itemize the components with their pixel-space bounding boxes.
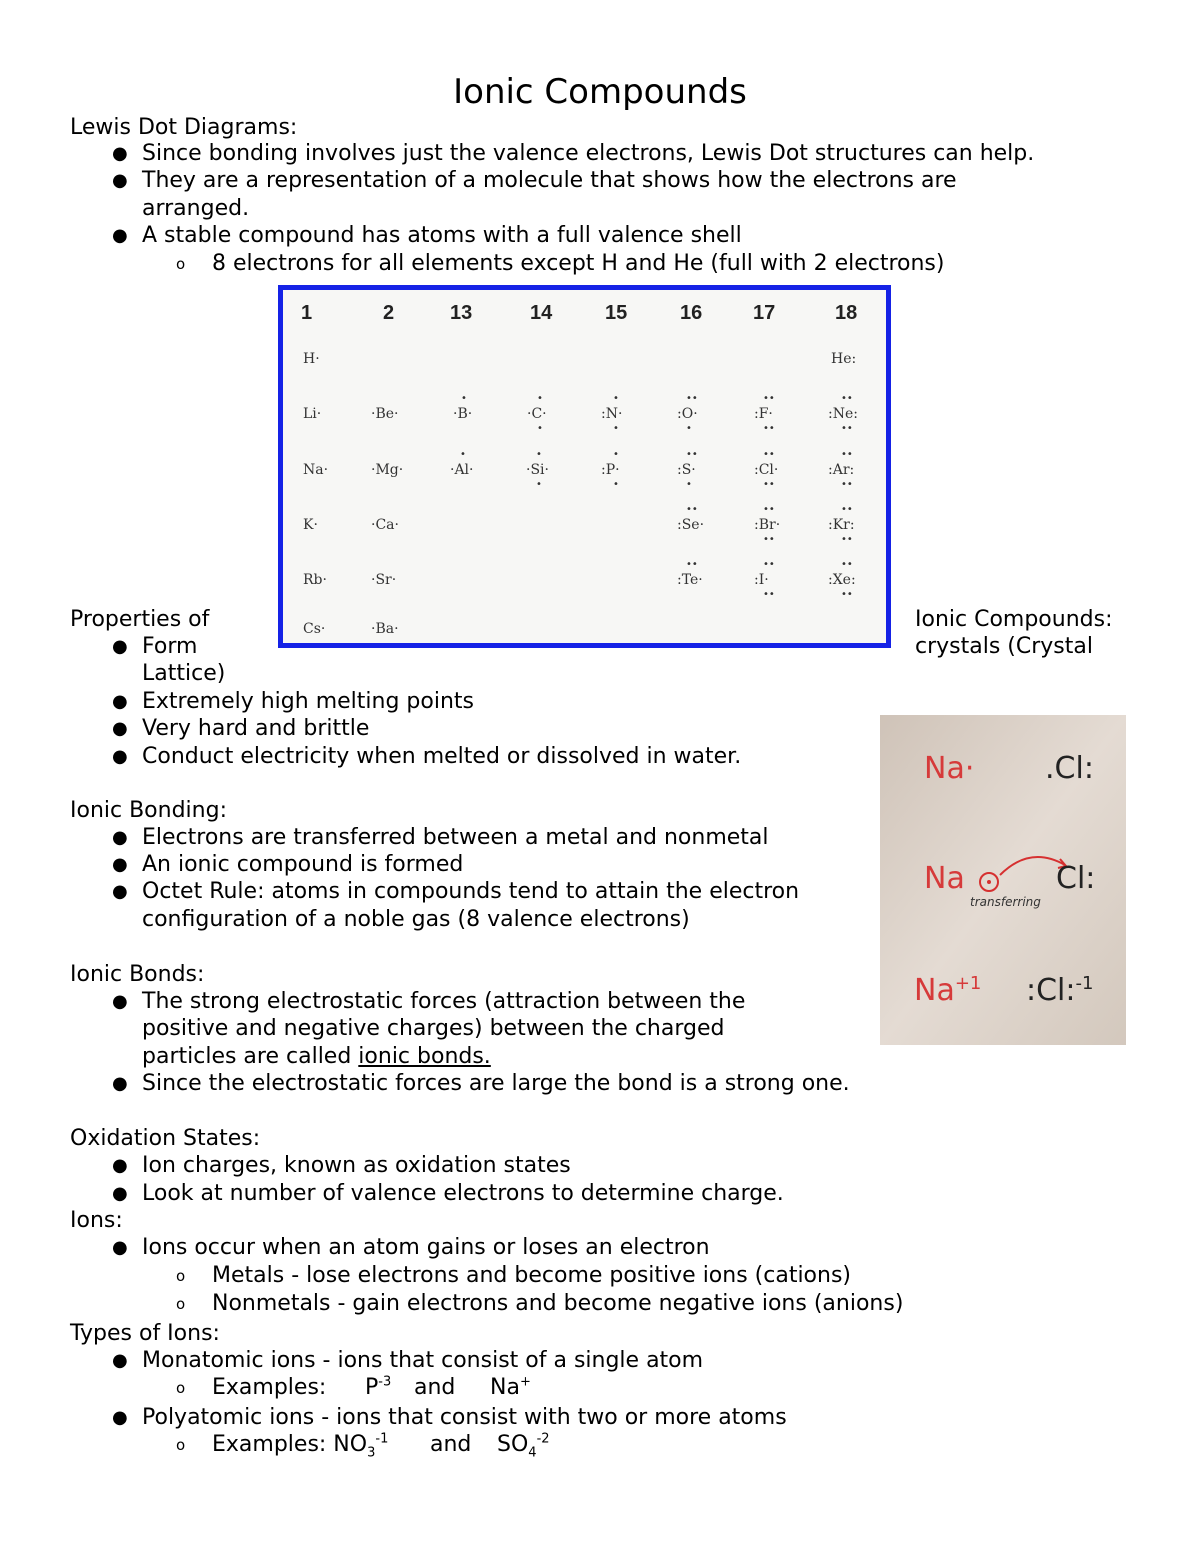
electron-dot: • (613, 393, 619, 404)
list-item: Conduct electricity when melted or dissolved in water. (142, 744, 742, 769)
element-symbol: ·Ca· (371, 517, 399, 533)
group-header: 2 (383, 302, 395, 324)
electron-dot: •• (841, 479, 853, 490)
sub-bullet: o (176, 1379, 186, 1397)
electron-dot: •• (686, 559, 698, 570)
list-item: Octet Rule: atoms in compounds tend to attain the electron (142, 879, 800, 904)
electron-dot: •• (763, 589, 775, 600)
bullet: ● (112, 170, 128, 191)
electron-dot: •• (841, 559, 853, 570)
bullet: ● (112, 1183, 128, 1204)
sub-bullet: o (176, 1295, 186, 1313)
electron-dot: • (537, 393, 543, 404)
bullet: ● (112, 691, 128, 712)
ion-example: Na+ (490, 1374, 531, 1400)
list-item: The strong electrostatic forces (attraction between the (142, 989, 746, 1014)
list-item: positive and negative charges) between the charged (142, 1016, 725, 1041)
bullet: ● (112, 827, 128, 848)
electron-dot: •• (841, 534, 853, 545)
list-item: particles are called ionic bonds. (142, 1044, 491, 1069)
electron-dot: •• (763, 534, 775, 545)
section-heading-oxidation: Oxidation States: (70, 1126, 261, 1151)
element-symbol: :Te· (677, 572, 703, 588)
list-item: They are a representation of a molecule that shows how the electrons are (142, 168, 957, 193)
electron-dot: •• (686, 393, 698, 404)
electron-dot: • (686, 479, 692, 490)
group-header: 18 (835, 302, 858, 324)
bullet: ● (112, 1350, 128, 1371)
element-symbol: H· (303, 351, 320, 367)
element-symbol: :F· (754, 406, 773, 422)
section-heading-properties-left: Properties of (70, 607, 210, 632)
element-symbol: ·Al· (450, 462, 474, 478)
na-ion-label: $Na^{+1}$ (914, 973, 982, 1008)
element-symbol: ·Ba· (371, 621, 399, 637)
list-item: Ions occur when an atom gains or loses an electron (142, 1235, 710, 1260)
whiteboard-photo (880, 715, 1126, 1045)
conjunction: and (414, 1375, 456, 1400)
element-symbol: ·Sr· (371, 572, 397, 588)
element-symbol: :S· (677, 462, 696, 478)
list-item: A stable compound has atoms with a full valence shell (142, 223, 742, 248)
element-symbol: :Ne: (828, 406, 858, 422)
bullet: ● (112, 1237, 128, 1258)
group-header: 1 (301, 302, 313, 324)
electron-dot: •• (763, 559, 775, 570)
sub-list-item: 8 electrons for all elements except H and He (full with 2 electrons) (212, 251, 945, 276)
sub-list-item: Metals - lose electrons and become positive ions (cations) (212, 1263, 852, 1288)
electron-dot: • (537, 423, 543, 434)
sub-bullet: o (176, 1267, 186, 1285)
page-title: Ionic Compounds (453, 72, 747, 112)
bullet: ● (112, 718, 128, 739)
electron-dot: • (613, 479, 619, 490)
electron-dot: • (460, 449, 466, 460)
electron-dot: •• (686, 449, 698, 460)
ion-example: $SO_4^{-2}$ (497, 1431, 550, 1461)
element-symbol: ·Si· (526, 462, 549, 478)
list-item: Extremely high melting points (142, 689, 474, 714)
na-transfer-label: Na (924, 861, 965, 896)
electron-dot: •• (686, 504, 698, 515)
electron-dot: • (613, 423, 619, 434)
electron-dot: • (461, 393, 467, 404)
section-heading-lewis: Lewis Dot Diagrams: (70, 115, 298, 140)
electron-dot: • (686, 423, 692, 434)
section-heading-bonding: Ionic Bonding: (70, 798, 227, 823)
element-symbol: :Br· (754, 517, 781, 533)
section-heading-ions: Ions: (70, 1208, 123, 1233)
list-item: Lattice) (142, 661, 226, 686)
element-symbol: ·C· (527, 406, 547, 422)
lewis-dot-table (278, 285, 891, 648)
electron-dot: • (613, 449, 619, 460)
group-header: 13 (450, 302, 473, 324)
element-symbol: ·B· (453, 406, 473, 422)
cl-transfer-label: Cl: (1056, 861, 1096, 896)
bullet: ● (112, 881, 128, 902)
element-symbol: :N· (601, 406, 623, 422)
element-symbol: :O· (677, 406, 698, 422)
cl-ion-label: :Cl:$^{-1}$ (1026, 973, 1094, 1008)
list-item: Look at number of valence electrons to determine charge. (142, 1181, 784, 1206)
list-item: arranged. (142, 196, 250, 221)
element-symbol: :Kr: (828, 517, 855, 533)
electron-dot: • (536, 479, 542, 490)
cl-atom-label: .Cl: (1045, 751, 1094, 786)
bullet: ● (112, 1407, 128, 1428)
element-symbol: K· (303, 517, 318, 533)
list-item: crystals (Crystal (915, 634, 1093, 659)
bullet: ● (112, 225, 128, 246)
sub-list-item: Examples: $NO_3^{-1}$ (212, 1431, 389, 1461)
list-item: configuration of a noble gas (8 valence electrons) (142, 907, 690, 932)
ion-example: $P^{-3}$ (365, 1374, 392, 1400)
list-item: An ionic compound is formed (142, 852, 464, 877)
element-symbol: ·Mg· (371, 462, 404, 478)
list-item: Form (142, 634, 198, 659)
sub-list-item: Examples: (212, 1375, 327, 1400)
section-heading-bonds: Ionic Bonds: (70, 962, 205, 987)
sub-list-item: Nonmetals - gain electrons and become negative ions (anions) (212, 1291, 904, 1316)
ionic-bonds-term: ionic bonds. (358, 1044, 491, 1069)
group-header: 15 (605, 302, 628, 324)
list-item: Polyatomic ions - ions that consist with two or more atoms (142, 1405, 787, 1430)
section-heading-properties-right: Ionic Compounds: (915, 607, 1113, 632)
conjunction: and (430, 1432, 472, 1457)
list-item: Electrons are transferred between a metal and nonmetal (142, 825, 769, 850)
list-item: Very hard and brittle (142, 716, 370, 741)
na-atom-label: Na· (924, 751, 975, 786)
element-symbol: He: (831, 351, 857, 367)
electron-dot: •• (763, 504, 775, 515)
element-symbol: :Xe: (828, 572, 856, 588)
electron-dot (987, 880, 991, 884)
bullet: ● (112, 1073, 128, 1094)
section-heading-types: Types of Ions: (70, 1321, 220, 1346)
electron-dot: •• (841, 423, 853, 434)
electron-dot: •• (841, 589, 853, 600)
sub-bullet: o (176, 255, 186, 273)
list-item: Ion charges, known as oxidation states (142, 1153, 571, 1178)
electron-dot: •• (763, 449, 775, 460)
list-item: Monatomic ions - ions that consist of a single atom (142, 1348, 704, 1373)
element-symbol: Li· (303, 406, 322, 422)
bullet: ● (112, 1155, 128, 1176)
electron-dot: •• (763, 423, 775, 434)
element-symbol: :Cl· (754, 462, 779, 478)
element-symbol: :P· (601, 462, 620, 478)
element-symbol: Na· (303, 462, 329, 478)
element-symbol: :I· (754, 572, 769, 588)
element-symbol: Rb· (303, 572, 327, 588)
bullet: ● (112, 854, 128, 875)
element-symbol: :Ar: (828, 462, 855, 478)
electron-dot: •• (763, 393, 775, 404)
group-header: 16 (680, 302, 703, 324)
group-header: 14 (530, 302, 553, 324)
bullet: ● (112, 991, 128, 1012)
element-symbol: Cs· (303, 621, 326, 637)
bullet: ● (112, 746, 128, 767)
electron-dot: •• (841, 449, 853, 460)
electron-dot: •• (841, 393, 853, 404)
electron-dot: •• (763, 479, 775, 490)
list-item: Since the electrostatic forces are large the bond is a strong one. (142, 1071, 850, 1096)
group-header: 17 (753, 302, 776, 324)
bullet: ● (112, 636, 128, 657)
element-symbol: :Se· (677, 517, 705, 533)
electron-dot: •• (841, 504, 853, 515)
transferring-note: transferring (970, 895, 1041, 909)
bullet: ● (112, 143, 128, 164)
electron-dot: • (536, 449, 542, 460)
element-symbol: ·Be· (371, 406, 399, 422)
sub-bullet: o (176, 1436, 186, 1454)
list-item: Since bonding involves just the valence electrons, Lewis Dot structures can help. (142, 141, 1035, 166)
